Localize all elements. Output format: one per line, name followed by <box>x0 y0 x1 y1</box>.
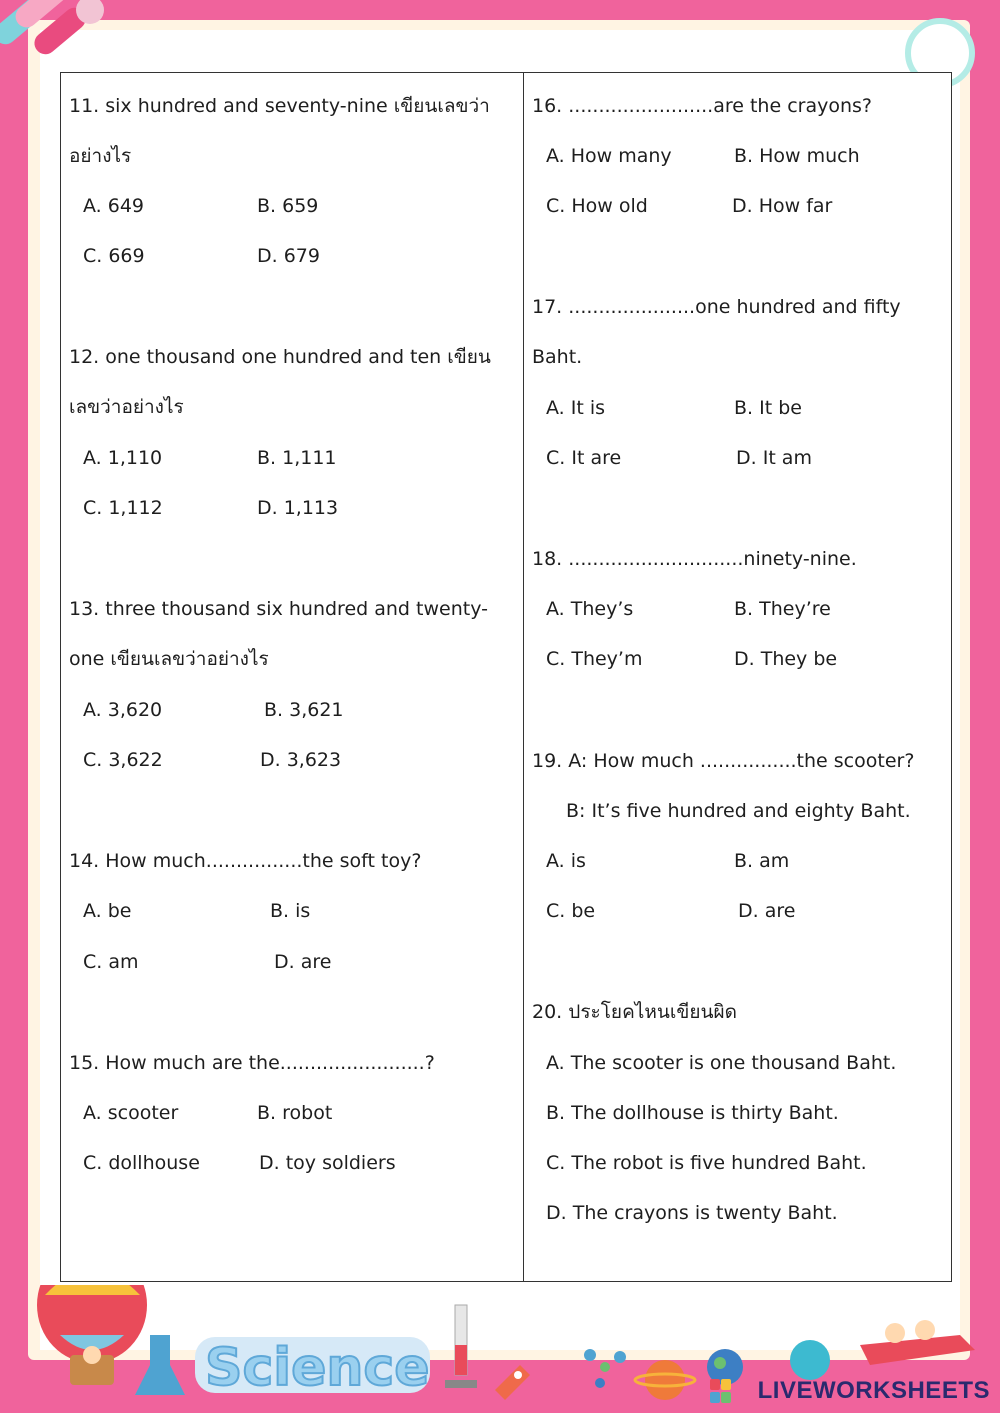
test-tube-icon <box>445 1305 477 1388</box>
q19-option-c: C. be <box>546 900 596 922</box>
q15-option-a: A. scooter <box>83 1102 179 1124</box>
right-column <box>524 73 951 1281</box>
question-16-text: 16. ........................are the crayons? <box>532 95 872 117</box>
hot-air-balloon-icon <box>37 1285 147 1385</box>
q16-option-b: B. How much <box>734 145 860 167</box>
q11-option-b: B. 659 <box>257 195 319 217</box>
q15-option-c: C. dollhouse <box>83 1152 200 1174</box>
q12-option-a: A. 1,110 <box>83 447 163 469</box>
question-table <box>60 72 952 1282</box>
q14-option-d: D. are <box>274 951 332 973</box>
q15-option-b: B. robot <box>257 1102 333 1124</box>
q12-option-d: D. 1,113 <box>257 497 339 519</box>
q18-option-c: C. They’m <box>546 648 643 670</box>
question-13-text: 13. three thousand six hundred and twenty- <box>69 598 488 620</box>
q19-option-a: A. is <box>546 850 586 872</box>
question-19-answer-line: B: It’s five hundred and eighty Baht. <box>566 800 911 822</box>
q18-option-a: A. They’s <box>546 598 634 620</box>
q17-option-b: B. It be <box>734 397 802 419</box>
q15-option-d: D. toy soldiers <box>259 1152 396 1174</box>
q16-option-c: C. How old <box>546 195 648 217</box>
q14-option-b: B. is <box>270 900 311 922</box>
q18-option-b: B. They’re <box>734 598 831 620</box>
question-12-text: 12. one thousand one hundred and ten เขียน <box>69 346 491 368</box>
question-14-text: 14. How much................the soft toy? <box>69 850 422 872</box>
q16-option-a: A. How many <box>546 145 672 167</box>
q11-option-d: D. 679 <box>257 245 320 267</box>
q13-option-c: C. 3,622 <box>83 749 163 771</box>
question-20-text: 20. ประโยคไหนเขียนผิด <box>532 1001 737 1023</box>
question-11-text: 11. six hundred and seventy-nine เขียนเลขว่า <box>69 95 490 117</box>
q20-option-d: D. The crayons is twenty Baht. <box>546 1202 838 1224</box>
planet-icon <box>635 1360 695 1400</box>
question-17-text-cont: Baht. <box>532 346 583 368</box>
q17-option-d: D. It am <box>736 447 812 469</box>
kids-plane-icon <box>860 1320 975 1365</box>
q11-option-c: C. 669 <box>83 245 145 267</box>
question-15-text: 15. How much are the........................? <box>69 1052 435 1074</box>
q17-option-c: C. It are <box>546 447 622 469</box>
molecule-icon <box>584 1349 626 1388</box>
q19-option-b: B. am <box>734 850 790 872</box>
q14-option-c: C. am <box>83 951 139 973</box>
question-17-text: 17. .....................one hundred and fifty <box>532 296 901 318</box>
question-11-text-cont: อย่างไร <box>69 145 132 167</box>
flask-icon <box>135 1335 185 1395</box>
question-13-text-cont: one เขียนเลขว่าอย่างไร <box>69 648 269 670</box>
q14-option-a: A. be <box>83 900 132 922</box>
q12-option-c: C. 1,112 <box>83 497 163 519</box>
q19-option-d: D. are <box>738 900 796 922</box>
q20-option-a: A. The scooter is one thousand Baht. <box>546 1052 897 1074</box>
q17-option-a: A. It is <box>546 397 606 419</box>
q12-option-b: B. 1,111 <box>257 447 337 469</box>
q13-option-a: A. 3,620 <box>83 699 163 721</box>
q13-option-b: B. 3,621 <box>264 699 344 721</box>
svg-text:Science: Science <box>205 1338 430 1398</box>
question-12-text-cont: เลขว่าอย่างไร <box>69 396 184 418</box>
rocket-icon <box>495 1365 530 1400</box>
question-18-text: 18. .............................ninety-nine. <box>532 548 857 570</box>
blue-planet-icon <box>790 1340 830 1380</box>
question-19-text: 19. A: How much ................the scooter? <box>532 750 915 772</box>
left-column <box>61 73 524 1281</box>
q16-option-d: D. How far <box>732 195 833 217</box>
liveworksheets-brand[interactable]: LIVEWORKSHEETS <box>757 1377 990 1404</box>
q13-option-d: D. 3,623 <box>260 749 342 771</box>
q18-option-d: D. They be <box>734 648 838 670</box>
q11-option-a: A. 649 <box>83 195 145 217</box>
liveworksheets-logo-icon <box>710 1379 732 1403</box>
science-word-art <box>195 1337 430 1398</box>
q20-option-c: C. The robot is five hundred Baht. <box>546 1152 867 1174</box>
q20-option-b: B. The dollhouse is thirty Baht. <box>546 1102 839 1124</box>
